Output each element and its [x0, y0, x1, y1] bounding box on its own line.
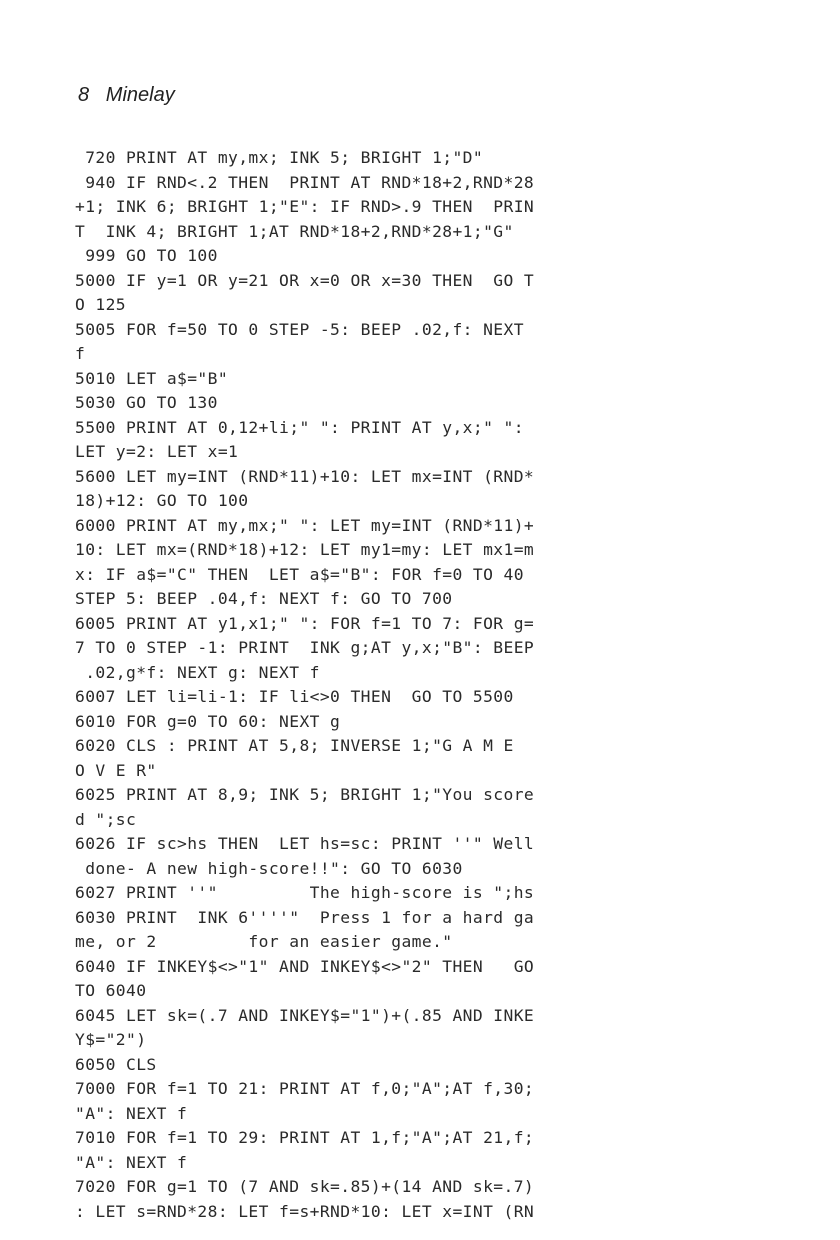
code-line: 6027 PRINT ''" The high-score is ";hs — [75, 883, 535, 902]
code-line: 7010 FOR f=1 TO 29: PRINT AT 1,f;"A";AT 21,f; — [75, 1128, 535, 1147]
page-number: 8 — [78, 84, 90, 106]
code-line: 6000 PRINT AT my,mx;" ": LET my=INT (RND*11)+ — [75, 515, 535, 535]
code-line: 6050 CLS — [75, 1054, 157, 1074]
code-line: done- A new high-score!!": GO TO 6030 — [75, 858, 463, 878]
code-line: 940 IF RND<.2 THEN PRINT AT RND*18+2,RND*28 — [75, 172, 535, 192]
code-line: 5005 FOR f=50 TO 0 STEP -5: BEEP .02,f: NEXT — [75, 319, 524, 339]
code-line: 7 TO 0 STEP -1: PRINT INK g;AT y,x;"B": BEEP — [75, 638, 535, 657]
code-line: Y$="2") — [75, 1030, 147, 1049]
code-line: 5600 LET my=INT (RND*11)+10: LET mx=INT (RND* — [75, 466, 535, 486]
code-line: 6040 IF INKEY$<>"1" AND INKEY$<>"2" THEN GO — [75, 956, 535, 976]
code-line: 6007 LET li=li-1: IF li<>0 THEN GO TO 5500 — [75, 687, 514, 706]
code-line: O V E R" — [75, 760, 157, 780]
code-line: f — [75, 344, 86, 363]
chapter-title: Minelay — [105, 84, 175, 106]
code-line: 720 PRINT AT my,mx; INK 5; BRIGHT 1;"D" — [75, 148, 484, 167]
page-header — [78, 84, 175, 107]
code-line: "A": NEXT f — [75, 1152, 188, 1172]
code-line: 5000 IF y=1 OR y=21 OR x=0 OR x=30 THEN GO T — [75, 270, 535, 290]
code-line: .02,g*f: NEXT g: NEXT f — [75, 662, 320, 682]
code-line: 18)+12: GO TO 100 — [75, 491, 249, 510]
code-line: : LET s=RND*28: LET f=s+RND*10: LET x=INT (RN — [75, 1201, 535, 1221]
code-line: TO 6040 — [75, 981, 147, 1000]
program-listing — [75, 146, 534, 1224]
code-line: 6025 PRINT AT 8,9; INK 5; BRIGHT 1;"You score — [75, 785, 535, 804]
code-line: 6045 LET sk=(.7 AND INKEY$="1")+(.85 AND INKE — [75, 1005, 535, 1025]
code-line: 999 GO TO 100 — [75, 246, 218, 265]
code-line: x: IF a$="C" THEN LET a$="B": FOR f=0 TO 40 — [75, 564, 524, 584]
code-line: 6010 FOR g=0 TO 60: NEXT g — [75, 711, 341, 731]
code-line: 6020 CLS : PRINT AT 5,8; INVERSE 1;"G A M E — [75, 736, 514, 755]
code-line: 6026 IF sc>hs THEN LET hs=sc: PRINT ''" Well — [75, 834, 535, 853]
code-line: 5010 LET a$="B" — [75, 368, 229, 388]
code-line: 5500 PRINT AT 0,12+li;" ": PRINT AT y,x;" ": — [75, 417, 524, 437]
code-line: 7000 FOR f=1 TO 21: PRINT AT f,0;"A";AT f,30; — [75, 1079, 535, 1098]
code-line: 6005 PRINT AT y1,x1;" ": FOR f=1 TO 7: FOR g= — [75, 613, 535, 633]
code-line: STEP 5: BEEP .04,f: NEXT f: GO TO 700 — [75, 589, 453, 608]
code-line: 5030 GO TO 130 — [75, 393, 218, 412]
code-line: 10: LET mx=(RND*18)+12: LET my1=my: LET mx1=m — [75, 540, 535, 559]
code-line: d ";sc — [75, 809, 137, 829]
code-line: LET y=2: LET x=1 — [75, 442, 239, 461]
code-line: 6030 PRINT INK 6''''" Press 1 for a hard ga — [75, 907, 535, 927]
code-line: +1; INK 6; BRIGHT 1;"E": IF RND>.9 THEN PRIN — [75, 197, 535, 216]
code-line: 7020 FOR g=1 TO (7 AND sk=.85)+(14 AND sk=.7) — [75, 1177, 535, 1196]
code-line: T INK 4; BRIGHT 1;AT RND*18+2,RND*28+1;"G" — [75, 221, 514, 241]
code-line: O 125 — [75, 295, 127, 314]
code-line: "A": NEXT f — [75, 1103, 188, 1123]
code-line: me, or 2 for an easier game." — [75, 932, 453, 951]
